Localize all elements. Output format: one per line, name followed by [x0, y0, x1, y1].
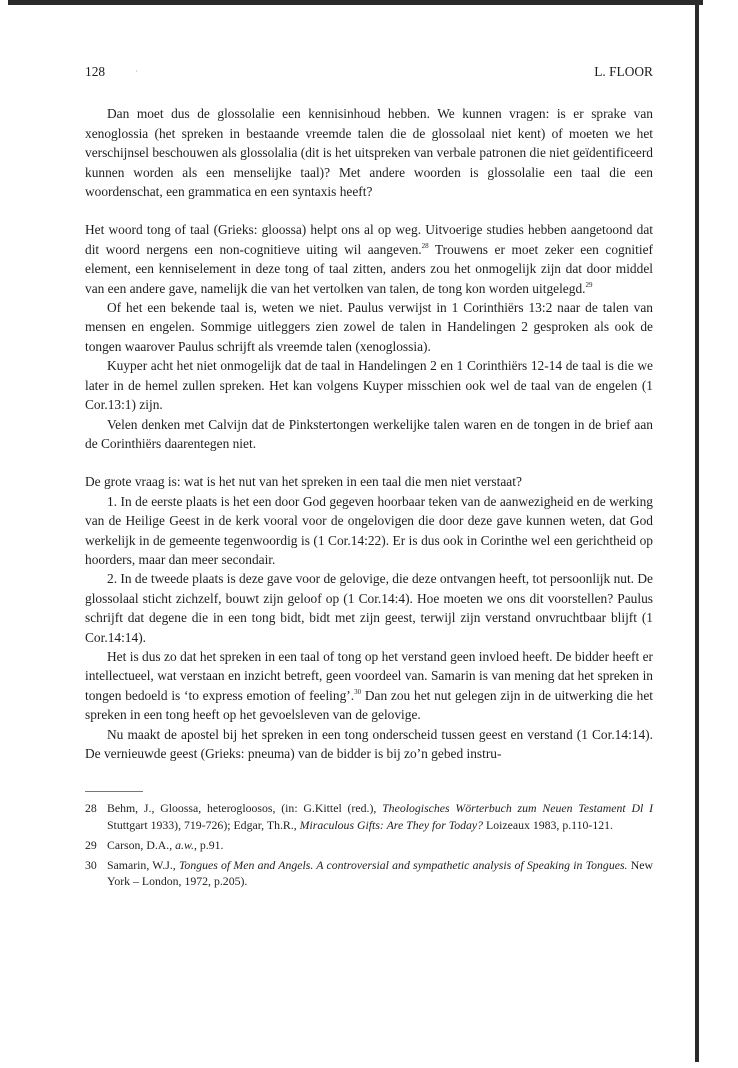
paragraph-9: Het is dus zo dat het spreken in een taal of tong op het verstand geen invloed heeft. De bidder heeft er intellectueel, wat verstaan en inzicht betreft, geen voordeel van. Samarin is van mening dat het spreken in tongen bedoeld is ‘to express emotion of feeling’.$^{30}$ Dan zou het nut gelegen zijn in de uitwerking die het spreken in een tong heeft op het gevoelsleven van de gelovige. [85, 648, 653, 723]
paragraph-5: Velen denken met Calvijn dat de Pinkstertongen werkelijke talen waren en de tongen in de brief aan de Corinthiërs daarentegen niet. [85, 416, 653, 451]
paragraph-3: Of het een bekende taal is, weten we niet. Paulus verwijst in 1 Corinthiërs 13:2 naar de talen van mensen en engelen. Sommige uitleggers zien zowel de talen in Handelingen 2 gesproken als ook de tongen waarover Paulus schrijft als vreemde talen (xenoglossia). [85, 300, 653, 354]
scan-edge-top [8, 0, 703, 5]
footnote-rule [85, 791, 143, 792]
footnote-ref-29: 29 [585, 280, 593, 289]
running-header [85, 62, 653, 81]
paragraph-8: 2. In de tweede plaats is deze gave voor de gelovige, die deze ontvangen heeft, tot persoonlijk nut. De glossolaal sticht zichzelf, bouwt zijn geloof op (1 Cor.14:4). Hoe moeten we ons dit voorstellen? Paulus schrijft dat degene die in een tong bidt, bidt met zijn geest, terwijl zijn verstand onvruchtbaar blijft (1 Cor.14:14). [85, 571, 653, 645]
footnote-28: 28 Behm, J., Gloossa, heterogloosos, (in: G.Kittel (red.), Theologisches Wörterbuch zum Neuen Testament Dl I Stuttgart 1933), 719-726); Edgar, Th.R., Miraculous Gifts: Are They for Today? Loizeaux 1983, p.110-121. [85, 801, 653, 832]
paragraph-1: Dan moet dus de glossolalie een kennisinhoud hebben. We kunnen vragen: is er sprake van xenoglossia (het spreken in bestaande vreemde talen die de glossolaal niet kent) of moeten we het verschijnsel beschouwen als glossolalia (dit is het uitspreken van verbale patronen die niet geïdentificeerd kunnen worden als een menselijke taal)? Met andere woorden is glossolalie een taal die een woordenschat, een grammatica en een syntaxis heeft? [85, 106, 653, 200]
paragraph-2: Het woord tong of taal (Grieks: gloossa) helpt ons al op weg. Uitvoerige studies hebben aangetoond dat dit woord nergens een non-cognitieve uiting wil aangeven.$^{28}$ Trouwens er moet zeker een cognitief element, een kenniselement in deze tong of taal zitten, anders zou het onmogelijk zijn dat door middel van een andere gave, namelijk die van het vertolken van talen, de tong kon worden uitgelegd.$^{29}$ [85, 222, 653, 296]
running-author: L. FLOOR [594, 64, 653, 79]
footnote-30: 30 Samarin, W.J., Tongues of Men and Angels. A controversial and sympathetic analysis of Speaking in Tongues. New York – London, 1972, p.205). [85, 858, 653, 889]
paragraph-10: Nu maakt de apostel bij het spreken in een tong onderscheid tussen geest en verstand (1 Cor.14:14). De vernieuwde geest (Grieks: pneuma) van de bidder is bij zo’n gebed instru- [85, 726, 653, 761]
footnote-ref-28: 28 [421, 241, 429, 250]
paragraph-6: De grote vraag is: wat is het nut van het spreken in een taal die men niet verstaat? [85, 474, 522, 490]
footnotes [85, 800, 653, 889]
scan-edge-right [695, 0, 699, 1062]
paragraph-7: 1. In de eerste plaats is het een door God gegeven hoorbaar teken van de aanwezigheid en de werking van de Heilige Geest in de kerk vooral voor de ongelovigen die door deze gave kunnen weten, dat God werkelijk in de gemeente tegenwoordig is (1 Cor.14:22). Er is dus ook in Corinthe wel een gerichtheid op hoorders, maar dan meer secondair. [85, 493, 653, 567]
header-dot: · [135, 67, 138, 76]
footnote-ref-30: 30 [354, 687, 362, 696]
paragraph-4: Kuyper acht het niet onmogelijk dat de taal in Handelingen 2 en 1 Corinthiërs 12-14 de taal is die we later in de hemel zullen spreken. Het kan volgens Kuyper misschien ook wel de taal van de engelen (1 Cor.13:1) zijn. [85, 358, 653, 413]
footnote-29: 29 Carson, D.A., a.w., p.91. [85, 837, 224, 852]
page-body [85, 62, 653, 893]
page-number: 128 [85, 64, 106, 79]
